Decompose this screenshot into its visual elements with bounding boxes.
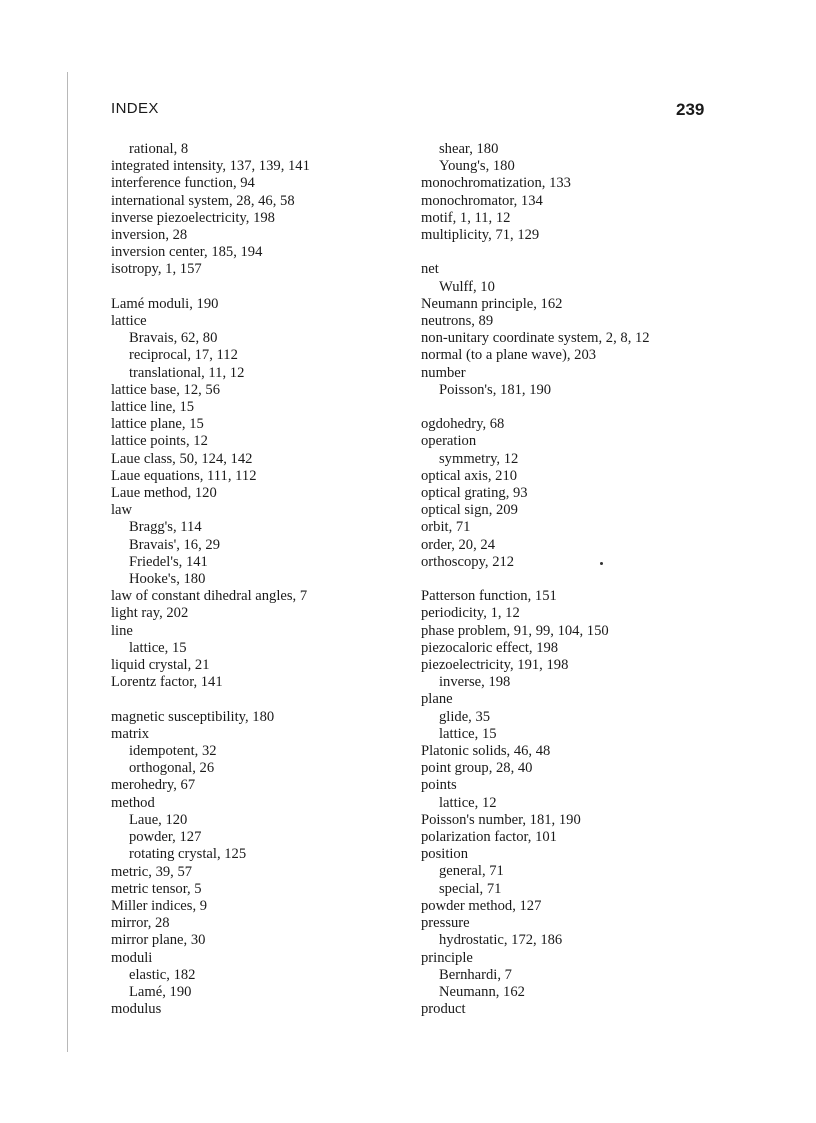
index-entry: lattice points, 12 [111, 433, 208, 450]
index-entry: light ray, 202 [111, 605, 189, 622]
index-entry: point group, 28, 40 [421, 760, 533, 777]
index-entry: mirror plane, 30 [111, 932, 206, 949]
section-gap [111, 691, 411, 708]
index-entry: inversion center, 185, 194 [111, 244, 263, 261]
index-entry: Lamé moduli, 190 [111, 295, 219, 312]
index-entry: piezoelectricity, 191, 198 [421, 657, 569, 674]
index-subentry: Hooke's, 180 [129, 571, 206, 588]
index-entry: optical grating, 93 [421, 485, 528, 502]
index-subentry: Bernhardi, 7 [439, 966, 512, 983]
index-subentry: idempotent, 32 [129, 743, 217, 760]
margin-rule [67, 72, 68, 1052]
index-subentry: lattice, 15 [439, 725, 497, 742]
index-entry: merohedry, 67 [111, 777, 196, 794]
section-gap [421, 571, 721, 588]
index-subentry: symmetry, 12 [439, 450, 519, 467]
index-entry: Laue method, 120 [111, 485, 217, 502]
index-subentry: Lamé, 190 [129, 983, 192, 1000]
index-subentry: general, 71 [439, 863, 504, 880]
index-subentry: shear, 180 [439, 141, 499, 157]
index-entry: Neumann principle, 162 [421, 295, 563, 312]
index-entry: order, 20, 24 [421, 536, 495, 553]
index-entry: lattice base, 12, 56 [111, 381, 221, 398]
index-entry: net [421, 261, 439, 278]
index-entry: moduli [111, 949, 153, 966]
index-entry: law [111, 502, 133, 519]
index-entry: orbit, 71 [421, 519, 471, 536]
index-entry: optical sign, 209 [421, 502, 518, 519]
index-entry: position [421, 846, 469, 863]
index-entry: isotropy, 1, 157 [111, 261, 202, 278]
index-subentry: rotating crystal, 125 [129, 846, 247, 863]
index-entry: integrated intensity, 137, 139, 141 [111, 158, 310, 175]
index-subentry: Bragg's, 114 [129, 519, 202, 536]
index-entry: polarization factor, 101 [421, 829, 557, 846]
index-entry: liquid crystal, 21 [111, 657, 210, 674]
index-subentry: inverse, 198 [439, 674, 511, 691]
index-entry: powder method, 127 [421, 897, 542, 914]
index-entry: orthoscopy, 212 [421, 553, 515, 570]
section-gap [111, 279, 411, 296]
index-entry: Patterson function, 151 [421, 588, 557, 605]
index-entry: method [111, 794, 155, 811]
index-subentry: lattice, 12 [439, 794, 497, 811]
index-entry: normal (to a plane wave), 203 [421, 347, 597, 364]
index-entry: Lorentz factor, 141 [111, 674, 223, 691]
index-subentry: Poisson's, 181, 190 [439, 381, 552, 398]
index-entry: non-unitary coordinate system, 2, 8, 12 [421, 330, 650, 347]
index-column-right [421, 141, 721, 1018]
index-entry: optical axis, 210 [421, 467, 518, 484]
index-subentry: special, 71 [439, 880, 502, 897]
page-number: 239 [676, 100, 705, 119]
index-subentry: Bravais', 16, 29 [129, 536, 220, 553]
index-entry: lattice line, 15 [111, 399, 195, 416]
index-entry: neutrons, 89 [421, 313, 494, 330]
index-subentry: Bravais, 62, 80 [129, 330, 218, 347]
index-entry: Platonic solids, 46, 48 [421, 743, 551, 760]
index-entry: phase problem, 91, 99, 104, 150 [421, 622, 609, 639]
index-subentry: Young's, 180 [439, 158, 515, 175]
index-subentry: elastic, 182 [129, 966, 196, 983]
index-entry: monochromatization, 133 [421, 175, 571, 192]
running-head: INDEX [111, 100, 159, 117]
index-entry: metric, 39, 57 [111, 863, 193, 880]
index-subentry: glide, 35 [439, 708, 491, 725]
index-entry: plane [421, 691, 453, 708]
index-entry: motif, 1, 11, 12 [421, 209, 511, 226]
section-gap [421, 244, 721, 261]
index-entry: mirror, 28 [111, 915, 170, 932]
index-entry: principle [421, 949, 473, 966]
index-subentry: reciprocal, 17, 112 [129, 347, 238, 364]
index-entry: magnetic susceptibility, 180 [111, 708, 275, 725]
index-entry: lattice plane, 15 [111, 416, 204, 433]
index-entry: points [421, 777, 457, 794]
index-subentry: powder, 127 [129, 829, 202, 846]
index-entry: international system, 28, 46, 58 [111, 192, 295, 209]
index-entry: metric tensor, 5 [111, 880, 202, 897]
index-subentry: rational, 8 [129, 141, 189, 157]
index-entry: multiplicity, 71, 129 [421, 227, 540, 244]
index-entry: law of constant dihedral angles, 7 [111, 588, 308, 605]
index-subentry: Laue, 120 [129, 811, 188, 828]
index-entry: line [111, 622, 133, 639]
index-entry: monochromator, 134 [421, 192, 543, 209]
index-column-left [111, 141, 411, 1018]
index-entry: ogdohedry, 68 [421, 416, 505, 433]
index-subentry: Wulff, 10 [439, 278, 495, 295]
index-entry: periodicity, 1, 12 [421, 605, 520, 622]
index-entry: Poisson's number, 181, 190 [421, 811, 581, 828]
index-entry: interference function, 94 [111, 175, 255, 192]
index-entry: Laue class, 50, 124, 142 [111, 450, 253, 467]
index-subentry: Friedel's, 141 [129, 553, 208, 570]
index-subentry: lattice, 15 [129, 639, 187, 656]
index-entry: lattice [111, 313, 147, 330]
section-gap [421, 399, 721, 416]
index-entry: pressure [421, 915, 470, 932]
index-entry: Miller indices, 9 [111, 897, 208, 914]
index-entry: inversion, 28 [111, 227, 188, 244]
index-entry: number [421, 364, 466, 381]
index-entry: operation [421, 433, 477, 450]
index-entry: product [421, 1001, 466, 1018]
index-subentry: translational, 11, 12 [129, 364, 245, 381]
index-subentry: orthogonal, 26 [129, 760, 215, 777]
index-subentry: Neumann, 162 [439, 983, 525, 1000]
index-entry: modulus [111, 1001, 162, 1018]
index-entry: piezocaloric effect, 198 [421, 639, 559, 656]
index-entry: inverse piezoelectricity, 198 [111, 209, 275, 226]
index-subentry: hydrostatic, 172, 186 [439, 932, 563, 949]
index-entry: matrix [111, 725, 150, 742]
index-entry: Laue equations, 111, 112 [111, 467, 257, 484]
stray-ink-mark [600, 562, 603, 565]
